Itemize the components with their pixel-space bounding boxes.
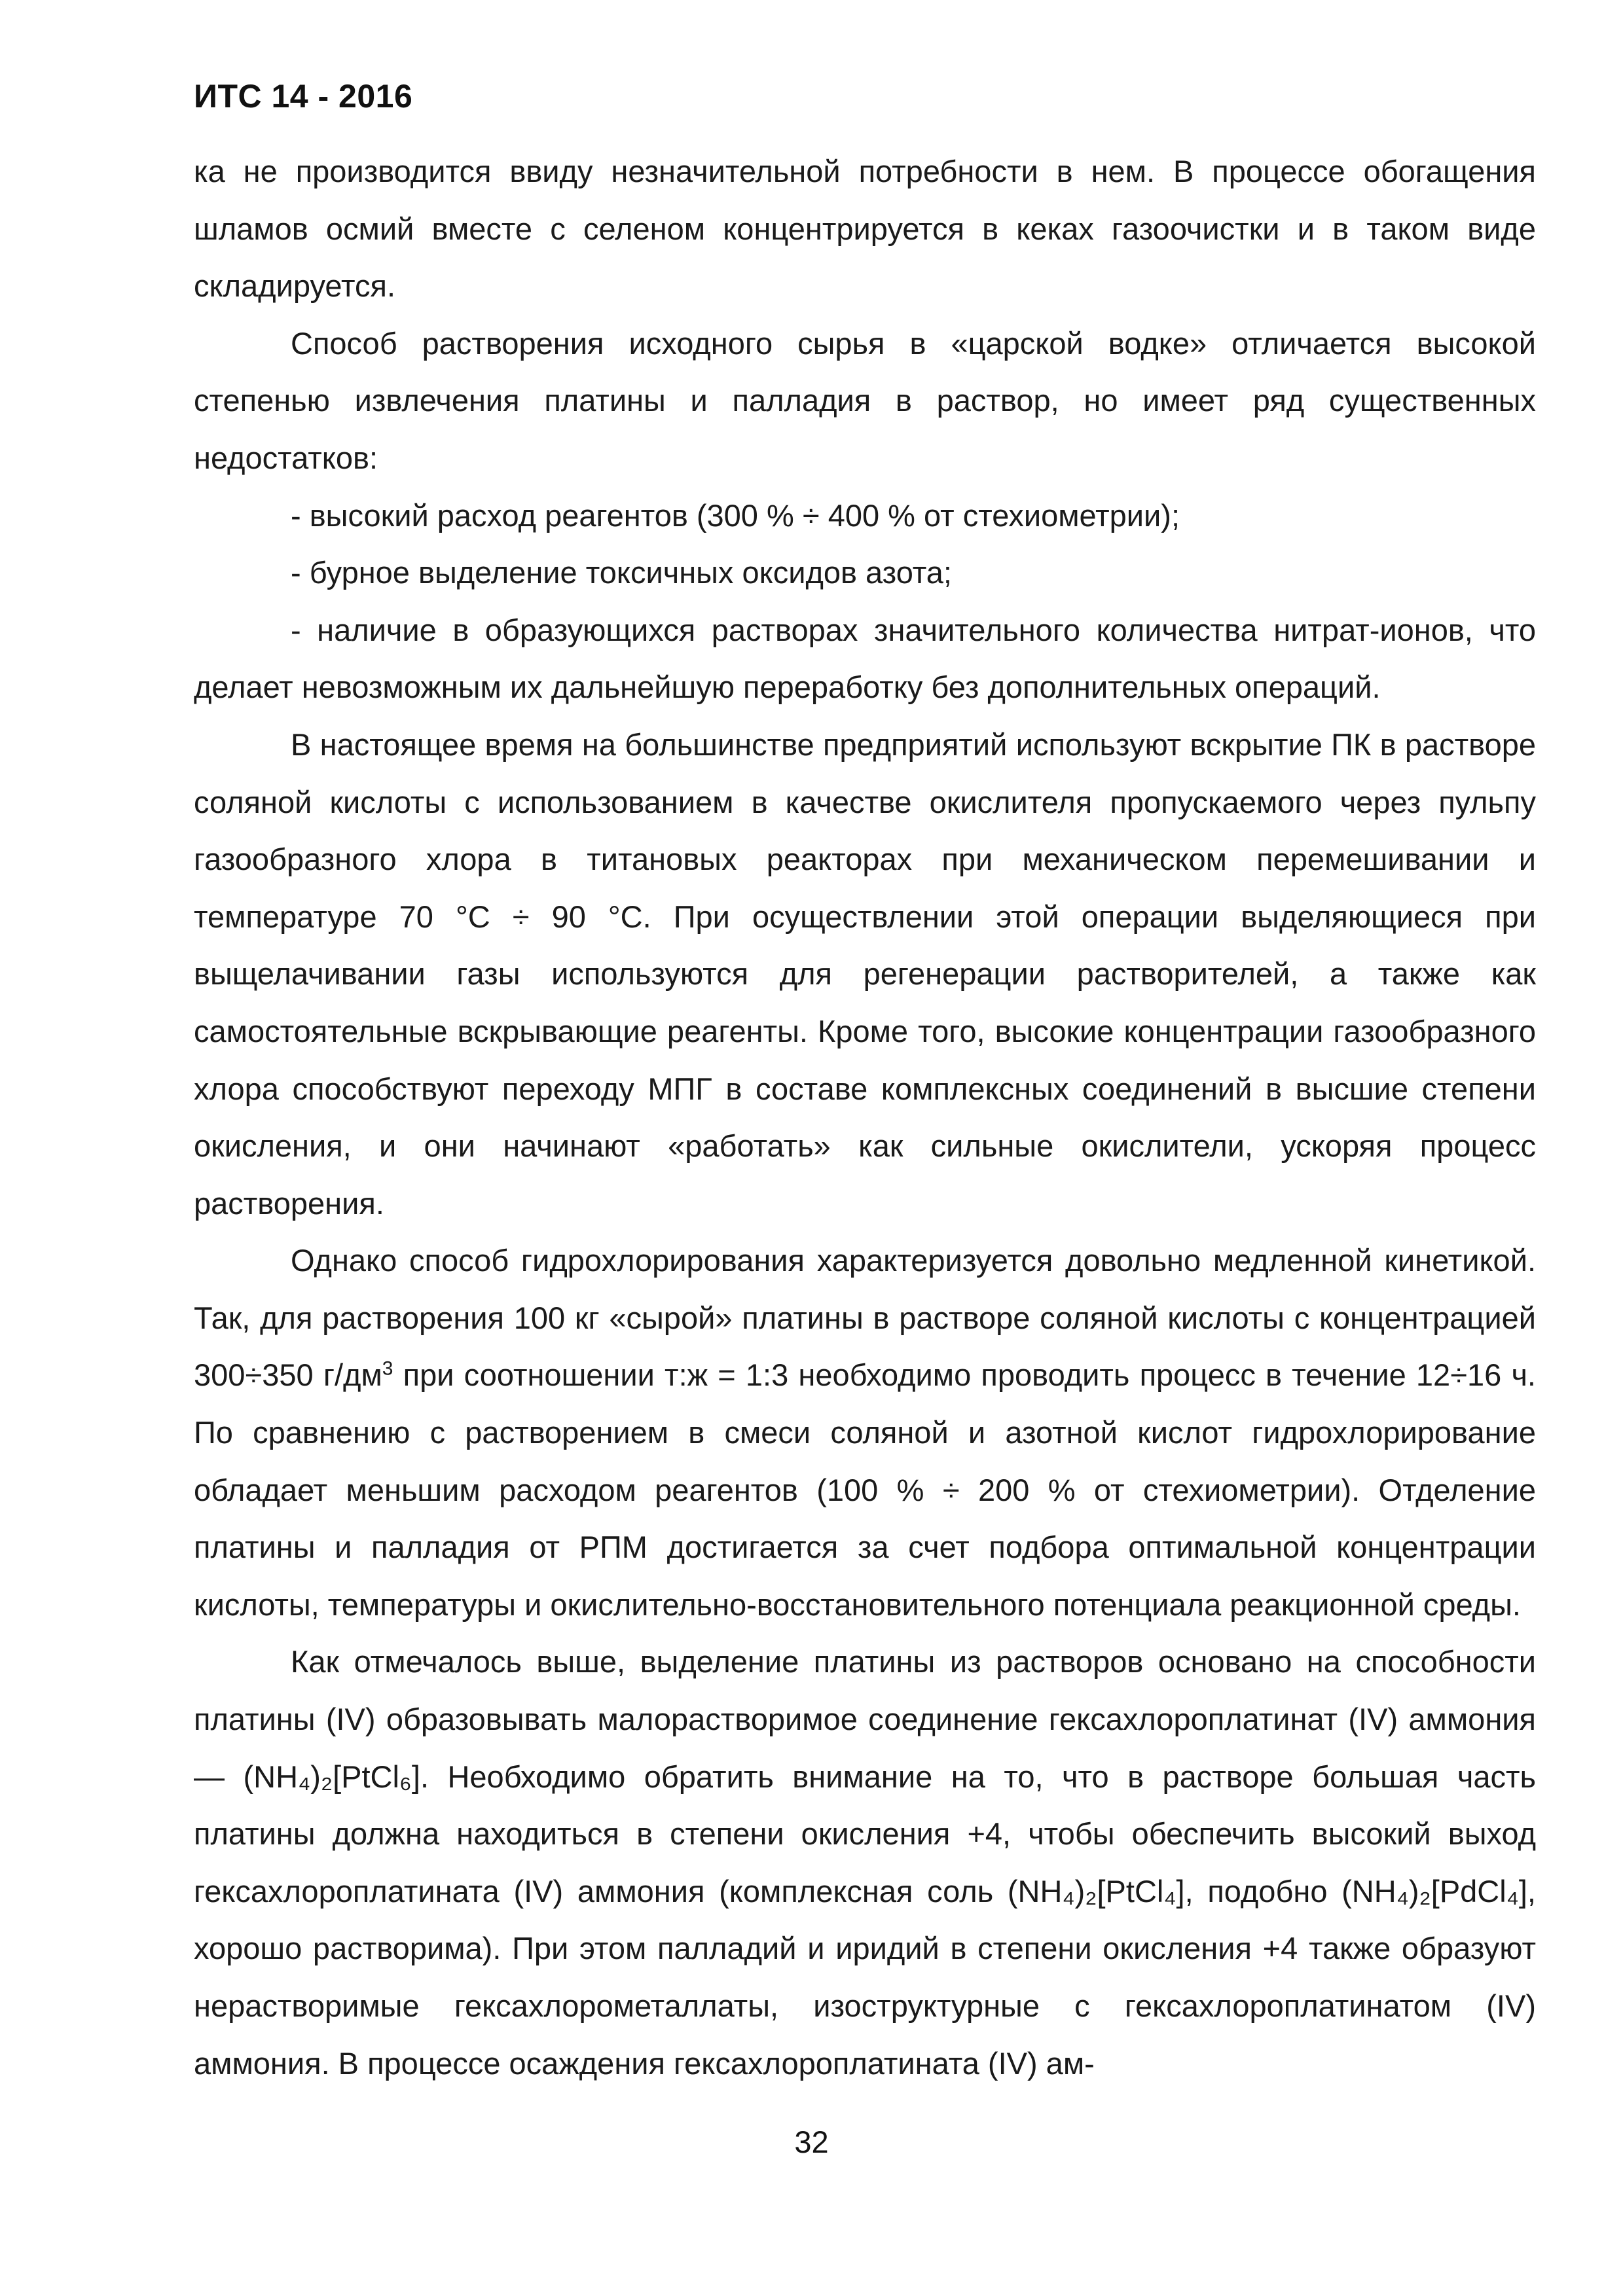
hydrochlorination-text-end: при соотношении т:ж = 1:3 необходимо проводить процесс в течение 12÷16 ч. По сравнению с растворением в смеси соляной и азотной кислот гидрохлорирование обладает меньшим расходом реагентов (100 % ÷ 200 % от стехиометрии). Отделение платины и палладия от РПМ достигается за счет подбора оптимальной концентрации кислоты, температуры и окислительно-восстановительного потенциала реакционной среды.	[194, 1357, 1536, 1622]
paragraph-platinum-precipitation: Как отмечалось выше, выделение платины из растворов основано на способности платины (IV) образовывать малорастворимое соединение гексахлороплатинат (IV) аммония — (NH₄)₂[PtCl₆]. Необходимо обратить внимание на то, что в растворе большая часть платины должна находиться в степени окисления +4, чтобы обеспечить высокий выход гексахлороплатината (IV) аммония (комплексная соль (NH₄)₂[PtCl₄], подобно (NH₄)₂[PdCl₄], хорошо растворима). При этом палладий и иридий в степени окисления +4 также образуют нерастворимые гексахлорометаллаты, изоструктурные с гексахлороплатинатом (IV) аммония. В процессе осаждения гексахлороплатината (IV) ам-	[194, 1644, 1536, 2081]
hydrochlorination-text-start: Однако способ гидрохлорирования характеризуется довольно медленной кинетикой. Так, для растворения 100 кг «сырой» платины в растворе соляной кислоты с концентрацией 300÷350 г/дм	[194, 1243, 1536, 1393]
paragraph-continuation: ка не производится ввиду незначительной потребности в нем. В процессе обогащения шламов осмий вместе с селеном концентрируется в кеках газоочистки и в таком виде складируется.	[194, 154, 1536, 304]
list-item-nitrogen-oxides: - бурное выделение токсичных оксидов азота;	[291, 555, 952, 590]
paragraph-chlorination: В настоящее время на большинстве предприятий используют вскрытие ПК в растворе соляной кислоты с использованием в качестве окислителя пропускаемого через пульпу газообразного хлора в титановых реакторах при механическом перемешивании и температуре 70 °С ÷ 90 °С. При осуществлении этой операции выделяющиеся при выщелачивании газы используются для регенерации растворителей, а также как самостоятельные вскрывающие реагенты. Кроме того, высокие концентрации газообразного хлора способствуют переходу МПГ в составе комплексных соединений в высшие степени окисления, и они начинают «работать» как сильные окислители, ускоряя процесс растворения.	[194, 726, 1536, 1221]
document-code-header: ИТС 14 - 2016	[194, 78, 413, 115]
page-number: 32	[794, 2125, 829, 2159]
list-item-nitrate-ions: - наличие в образующихся растворах значительного количества нитрат-ионов, что делает невозможным их дальнейшую переработку без дополнительных операций.	[194, 612, 1536, 705]
body-text	[194, 143, 1536, 2092]
superscript-3: 3	[382, 1357, 393, 1380]
paragraph-aqua-regia: Способ растворения исходного сырья в «царской водке» отличается высокой степенью извлечения платины и палладия в раствор, но имеет ряд существенных недостатков:	[194, 325, 1536, 475]
paragraph-hydrochlorination	[194, 1232, 1536, 1633]
list-item-reagent-consumption: - высокий расход реагентов (300 % ÷ 400 % от стехиометрии);	[291, 497, 1180, 533]
